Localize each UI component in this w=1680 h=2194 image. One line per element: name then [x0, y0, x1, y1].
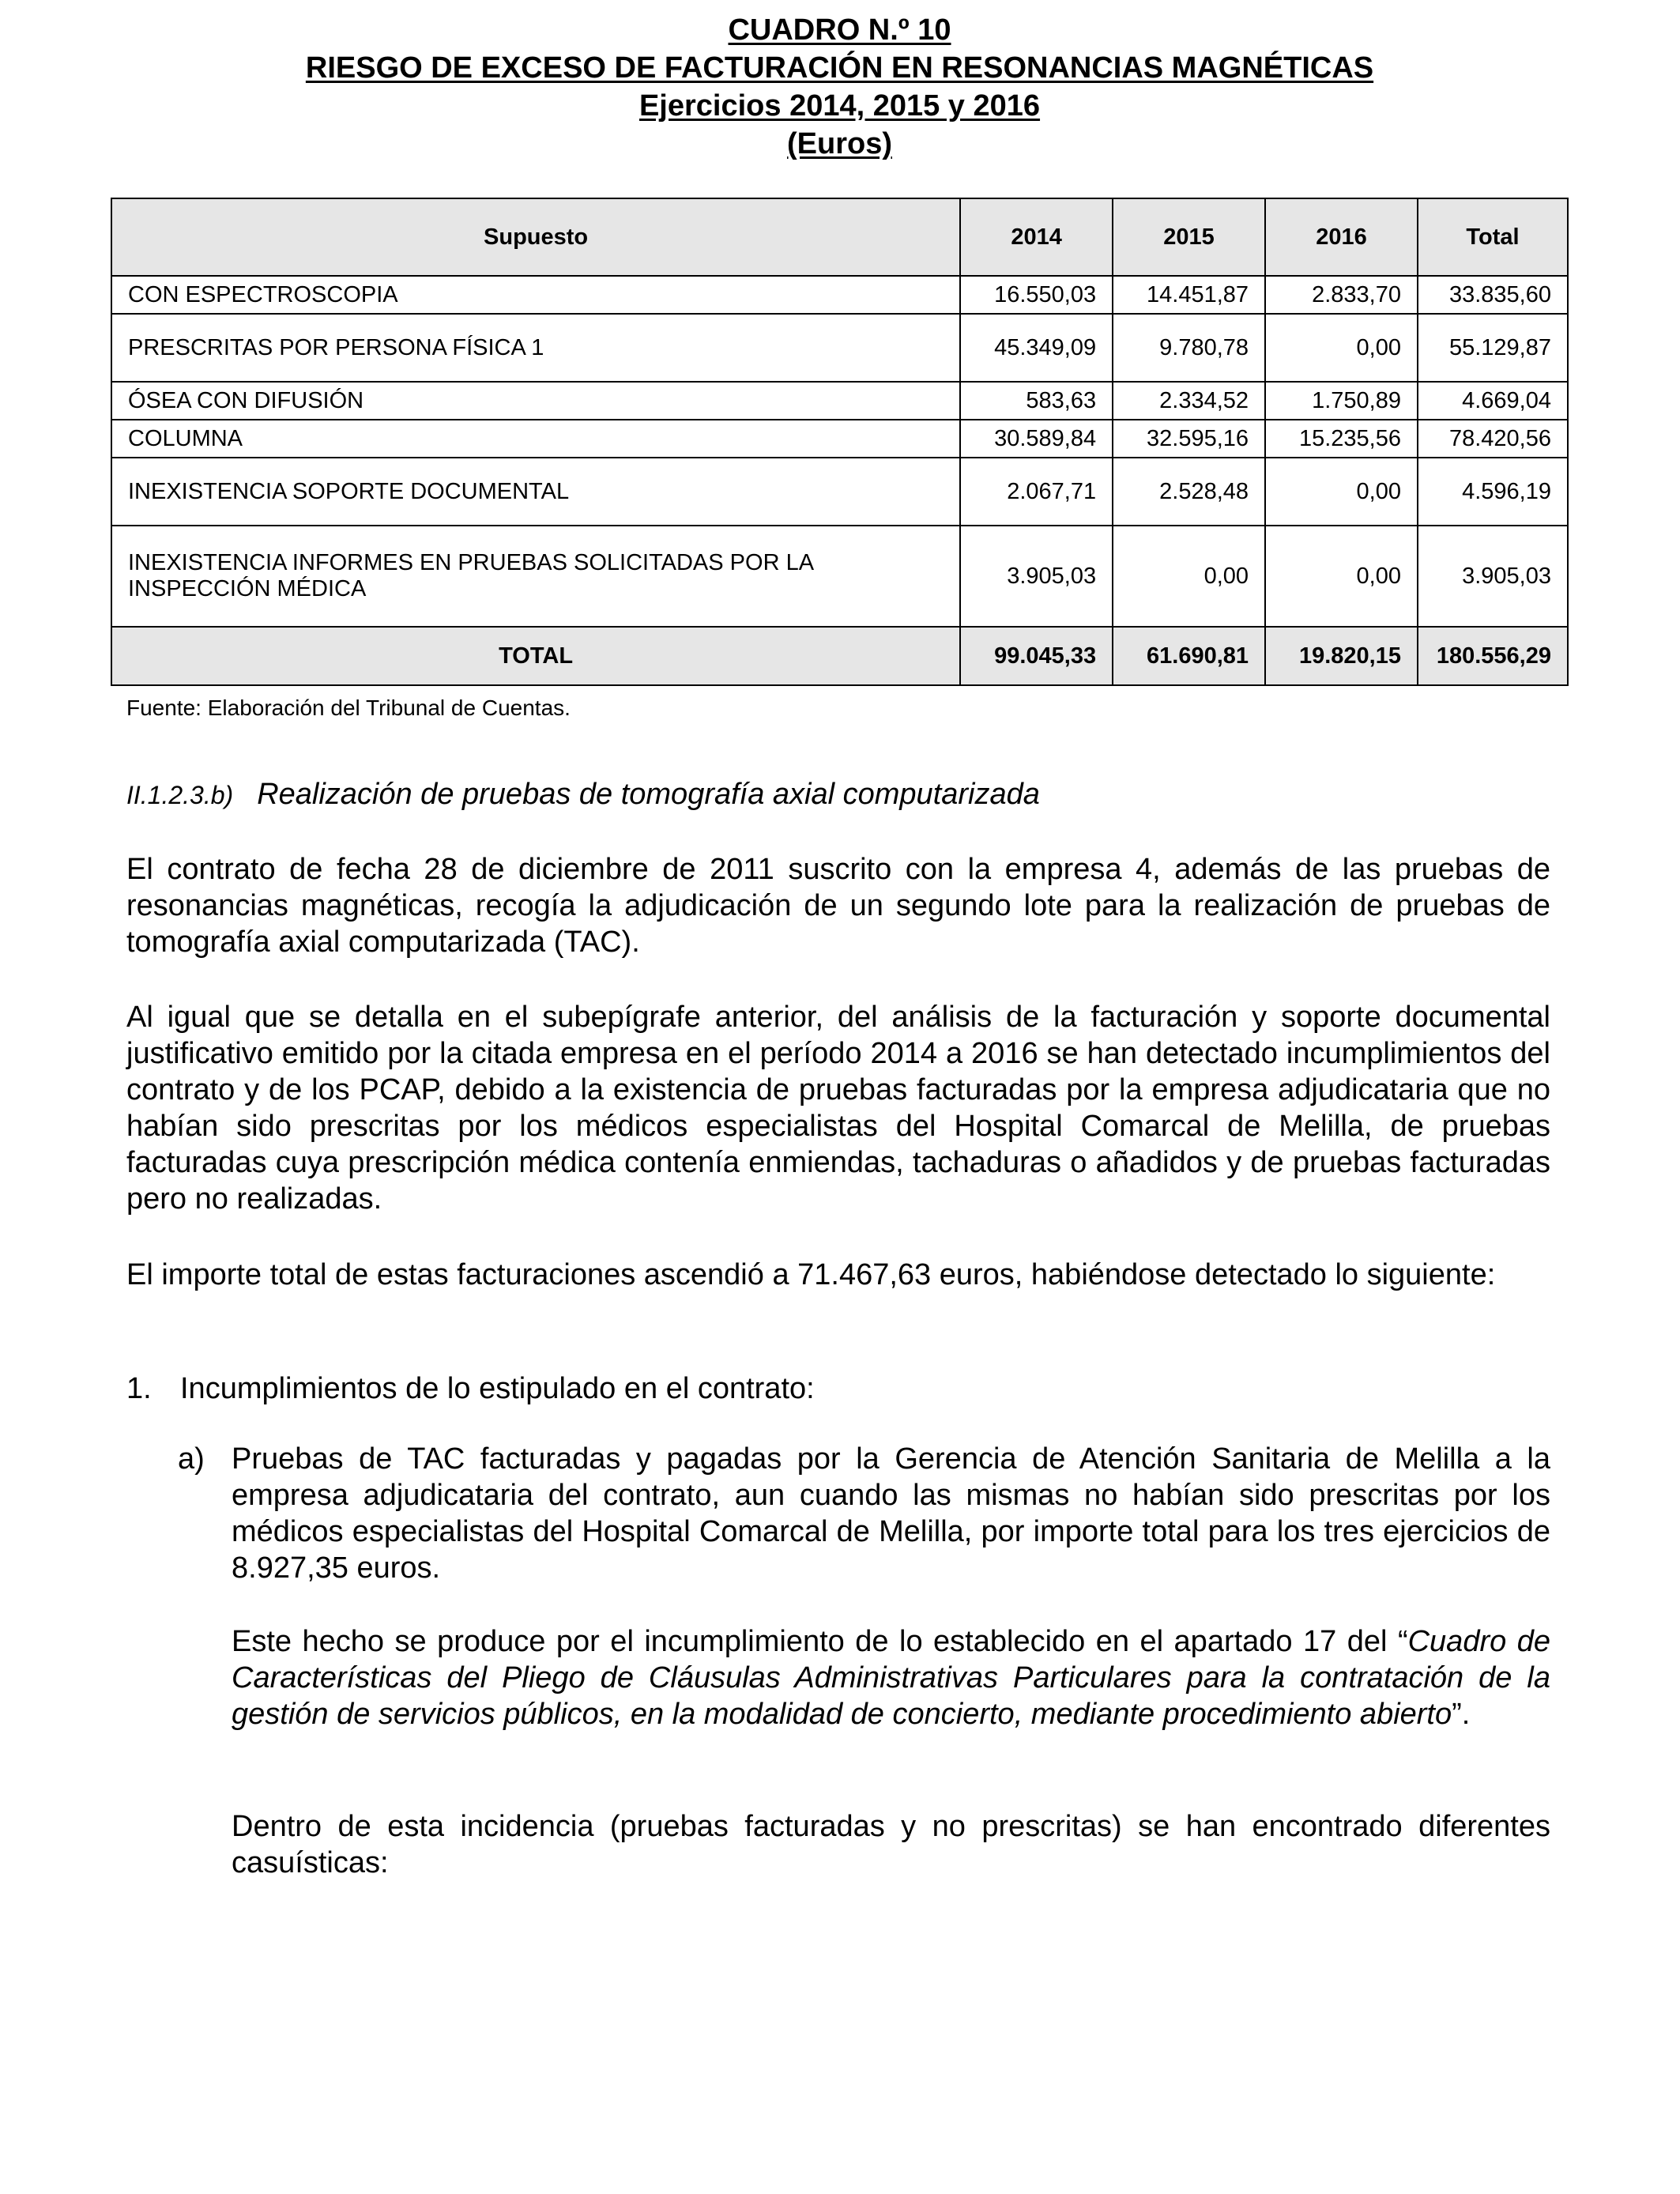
list-item-text: Incumplimientos de lo estipulado en el contrato: — [180, 1372, 815, 1405]
cell-2014: 2.067,71 — [960, 458, 1113, 526]
cell-total: 4.596,19 — [1418, 458, 1568, 526]
quoted-document-title: Cuadro de Características del Pliego de Cláusulas Administrativas Particulares para la contratación de la gestión de servicios públicos, en la modalidad de concierto, mediante procedimiento abierto — [232, 1625, 1550, 1731]
sub-list-paragraph — [178, 1623, 1550, 1732]
list-item — [126, 1370, 815, 1407]
cell-2015: 0,00 — [1113, 526, 1265, 627]
cell-2015: 32.595,16 — [1113, 420, 1265, 458]
total-label: TOTAL — [111, 627, 960, 685]
paragraph-amount: El importe total de estas facturaciones ascendió a 71.467,63 euros, habiéndose detectado lo siguiente: — [126, 1258, 1496, 1291]
cell-2016: 15.235,56 — [1265, 420, 1418, 458]
cell-2014: 16.550,03 — [960, 276, 1113, 314]
table-header-row — [111, 198, 1568, 276]
total-overall: 180.556,29 — [1418, 627, 1568, 685]
sub-list-paragraph-text — [232, 1623, 1550, 1732]
row-label: CON ESPECTROSCOPIA — [111, 276, 960, 314]
caption-years: Ejercicios 2014, 2015 y 2016 — [638, 89, 1041, 123]
cell-2016: 2.833,70 — [1265, 276, 1418, 314]
sub-list-paragraph — [178, 1808, 1550, 1881]
header-cell: 2014 — [960, 198, 1113, 276]
cell-2016: 1.750,89 — [1265, 382, 1418, 420]
table-row — [111, 382, 1568, 420]
sub-list-paragraph-text: Dentro de esta incidencia (pruebas facturadas y no prescritas) se han encontrado diferentes casuísticas: — [232, 1810, 1550, 1879]
list-marker: 1. — [126, 1372, 152, 1405]
header-cell: 2016 — [1265, 198, 1418, 276]
row-label: COLUMNA — [111, 420, 960, 458]
cell-total: 55.129,87 — [1418, 314, 1568, 382]
row-label: INEXISTENCIA INFORMES EN PRUEBAS SOLICITADAS POR LA INSPECCIÓN MÉDICA — [111, 526, 960, 627]
table-row — [111, 458, 1568, 526]
cell-2015: 14.451,87 — [1113, 276, 1265, 314]
billing-risk-table — [111, 198, 1569, 686]
cell-total: 3.905,03 — [1418, 526, 1568, 627]
header-cell: Total — [1418, 198, 1568, 276]
total-2016: 19.820,15 — [1265, 627, 1418, 685]
table-row — [111, 420, 1568, 458]
total-2014: 99.045,33 — [960, 627, 1113, 685]
table-row — [111, 526, 1568, 627]
text-before-quote: Este hecho se produce por el incumplimiento de lo establecido en el apartado 17 del “ — [232, 1625, 1408, 1658]
row-label: INEXISTENCIA SOPORTE DOCUMENTAL — [111, 458, 960, 526]
section-number: II.1.2.3.b) — [126, 781, 234, 809]
sub-list-text: Pruebas de TAC facturadas y pagadas por la Gerencia de Atención Sanitaria de Melilla a la empresa adjudicataria del contrato, aun cuando las mismas no habían sido prescritas por los médicos especialistas del Hospital Comarcal de Melilla, por importe total para los tres ejercicios de 8.927,35 euros. — [232, 1442, 1550, 1585]
paragraph-analysis: Al igual que se detalla en el subepígrafe anterior, del análisis de la facturación y soporte documental justificativo emitido por la citada empresa en el período 2014 a 2016 se han detectado incumplimientos del contrato y de los PCAP, debido a la existencia de pruebas facturadas por la empresa adjudicataria que no habían sido prescritas por los médicos especialistas del Hospital Comarcal de Melilla, de pruebas facturadas cuya prescripción médica contenía enmiendas, tachaduras o añadidos y de pruebas facturadas pero no realizadas. — [126, 1001, 1550, 1216]
paragraph-contract: El contrato de fecha 28 de diciembre de 2011 suscrito con la empresa 4, además de las pruebas de resonancias magnéticas, recogía la adjudicación de un segundo lote para la realización de pruebas de tomografía axial computarizada (TAC). — [126, 853, 1550, 959]
cell-2014: 30.589,84 — [960, 420, 1113, 458]
row-label: ÓSEA CON DIFUSIÓN — [111, 382, 960, 420]
section-title: Realización de pruebas de tomografía axial computarizada — [257, 778, 1040, 811]
cell-2015: 2.528,48 — [1113, 458, 1265, 526]
section-heading — [126, 778, 1040, 812]
total-2015: 61.690,81 — [1113, 627, 1265, 685]
sub-list-marker: a) — [178, 1442, 205, 1476]
cell-2014: 583,63 — [960, 382, 1113, 420]
caption-units: (Euros) — [787, 127, 892, 160]
table-total-row — [111, 627, 1568, 685]
caption-number: CUADRO N.º 10 — [728, 13, 951, 47]
sub-list-item — [178, 1441, 1550, 1586]
cell-total: 4.669,04 — [1418, 382, 1568, 420]
table-row — [111, 276, 1568, 314]
header-cell: Supuesto — [111, 198, 960, 276]
cell-2014: 3.905,03 — [960, 526, 1113, 627]
cell-2015: 2.334,52 — [1113, 382, 1265, 420]
cell-total: 33.835,60 — [1418, 276, 1568, 314]
table-source-note: Fuente: Elaboración del Tribunal de Cuentas. — [126, 696, 571, 720]
cell-total: 78.420,56 — [1418, 420, 1568, 458]
cell-2014: 45.349,09 — [960, 314, 1113, 382]
header-cell: 2015 — [1113, 198, 1265, 276]
caption-title: RIESGO DE EXCESO DE FACTURACIÓN EN RESONANCIAS MAGNÉTICAS — [305, 51, 1374, 85]
table-caption — [111, 11, 1569, 163]
cell-2016: 0,00 — [1265, 314, 1418, 382]
cell-2016: 0,00 — [1265, 458, 1418, 526]
cell-2016: 0,00 — [1265, 526, 1418, 627]
row-label: PRESCRITAS POR PERSONA FÍSICA 1 — [111, 314, 960, 382]
table-row — [111, 314, 1568, 382]
text-after-quote: ”. — [1452, 1698, 1471, 1731]
cell-2015: 9.780,78 — [1113, 314, 1265, 382]
